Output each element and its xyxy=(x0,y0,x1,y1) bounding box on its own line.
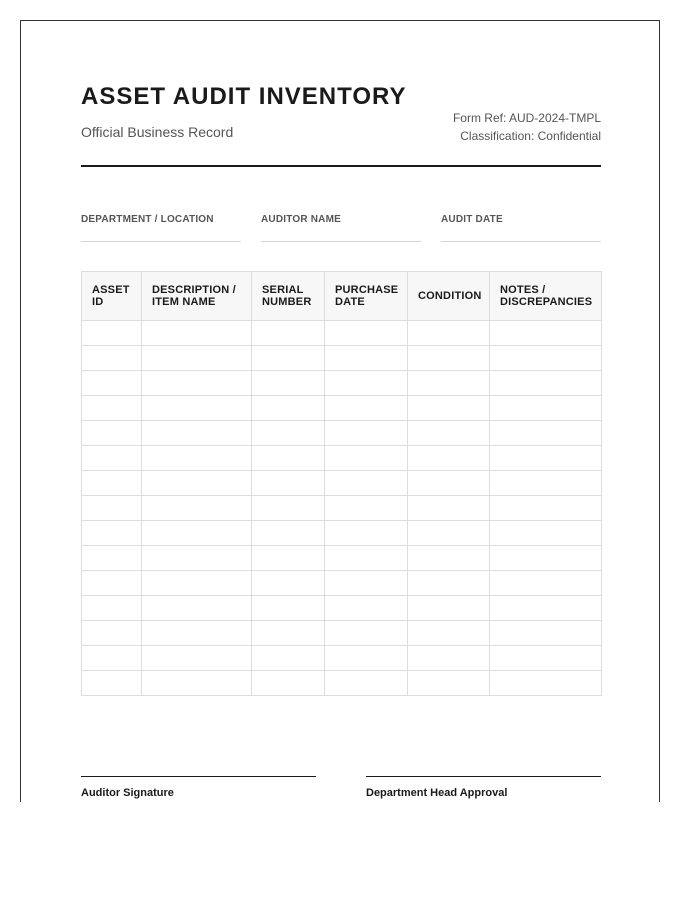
table-cell[interactable] xyxy=(325,446,408,471)
column-header-purchase-date: PURCHASE DATE xyxy=(325,272,408,321)
table-cell[interactable] xyxy=(325,371,408,396)
table-row xyxy=(82,396,602,421)
department-head-approval-block xyxy=(366,776,601,799)
document-subtitle: Official Business Record xyxy=(81,124,234,140)
table-cell[interactable] xyxy=(325,471,408,496)
asset-audit-table xyxy=(81,271,602,696)
table-cell[interactable] xyxy=(325,571,408,596)
table-cell[interactable] xyxy=(142,646,252,671)
table-row xyxy=(82,496,602,521)
column-header-serial-number: SERIAL NUMBER xyxy=(252,272,325,321)
audit-info-fields xyxy=(81,214,601,242)
table-cell[interactable] xyxy=(325,596,408,621)
table-cell[interactable] xyxy=(408,371,490,396)
column-header-asset-id: ASSET ID xyxy=(82,272,142,321)
table-cell[interactable] xyxy=(490,621,602,646)
table-cell[interactable] xyxy=(490,571,602,596)
document-page xyxy=(20,20,660,802)
table-cell[interactable] xyxy=(490,471,602,496)
table-cell[interactable] xyxy=(325,396,408,421)
document-header xyxy=(81,83,601,167)
table-cell[interactable] xyxy=(82,321,142,346)
table-cell[interactable] xyxy=(325,546,408,571)
table-cell[interactable] xyxy=(82,521,142,546)
table-cell[interactable] xyxy=(325,621,408,646)
table-cell[interactable] xyxy=(252,396,325,421)
table-cell[interactable] xyxy=(408,546,490,571)
table-row xyxy=(82,671,602,696)
table-cell[interactable] xyxy=(82,671,142,696)
table-cell[interactable] xyxy=(142,371,252,396)
table-cell[interactable] xyxy=(325,421,408,446)
auditor-name-label: AUDITOR NAME xyxy=(261,214,341,225)
table-cell[interactable] xyxy=(490,396,602,421)
table-cell[interactable] xyxy=(142,521,252,546)
table-cell[interactable] xyxy=(490,546,602,571)
classification: Classification: Confidential xyxy=(460,129,601,143)
table-cell[interactable] xyxy=(408,571,490,596)
table-cell[interactable] xyxy=(82,571,142,596)
table-cell[interactable] xyxy=(252,496,325,521)
table-cell[interactable] xyxy=(490,521,602,546)
audit-date-label: AUDIT DATE xyxy=(441,214,503,225)
column-header-notes: NOTES / DISCREPANCIES xyxy=(490,272,602,321)
table-cell[interactable] xyxy=(252,346,325,371)
table-cell[interactable] xyxy=(252,371,325,396)
table-cell[interactable] xyxy=(325,346,408,371)
table-body xyxy=(82,321,602,696)
table-cell[interactable] xyxy=(408,521,490,546)
document-title: ASSET AUDIT INVENTORY xyxy=(81,83,407,110)
table-cell[interactable] xyxy=(142,346,252,371)
table-cell[interactable] xyxy=(142,496,252,521)
table-cell[interactable] xyxy=(142,471,252,496)
table-cell[interactable] xyxy=(490,596,602,621)
table-row xyxy=(82,621,602,646)
form-meta xyxy=(453,109,601,145)
table-cell[interactable] xyxy=(252,571,325,596)
table-cell[interactable] xyxy=(142,671,252,696)
table-cell[interactable] xyxy=(408,446,490,471)
table-cell[interactable] xyxy=(252,621,325,646)
department-location-field[interactable] xyxy=(81,214,241,242)
table-row xyxy=(82,646,602,671)
table-row xyxy=(82,346,602,371)
table-cell[interactable] xyxy=(408,496,490,521)
table-cell[interactable] xyxy=(142,396,252,421)
table-cell[interactable] xyxy=(408,621,490,646)
table-cell[interactable] xyxy=(490,446,602,471)
table-cell[interactable] xyxy=(82,396,142,421)
table-cell[interactable] xyxy=(490,421,602,446)
column-header-description: DESCRIPTION / ITEM NAME xyxy=(142,272,252,321)
table-cell[interactable] xyxy=(142,596,252,621)
table-cell[interactable] xyxy=(408,671,490,696)
table-row xyxy=(82,446,602,471)
table-cell[interactable] xyxy=(142,421,252,446)
table-cell[interactable] xyxy=(82,596,142,621)
column-header-condition: CONDITION xyxy=(408,272,490,321)
table-row xyxy=(82,321,602,346)
table-row xyxy=(82,521,602,546)
table-cell[interactable] xyxy=(82,471,142,496)
table-cell[interactable] xyxy=(252,646,325,671)
table-cell[interactable] xyxy=(490,321,602,346)
table-cell[interactable] xyxy=(142,446,252,471)
table-cell[interactable] xyxy=(142,621,252,646)
table-cell[interactable] xyxy=(408,346,490,371)
table-cell[interactable] xyxy=(82,546,142,571)
table-cell[interactable] xyxy=(325,496,408,521)
table-cell[interactable] xyxy=(142,571,252,596)
table-row xyxy=(82,596,602,621)
table-cell[interactable] xyxy=(82,346,142,371)
table-row xyxy=(82,421,602,446)
auditor-name-field[interactable] xyxy=(261,214,421,242)
auditor-signature-label: Auditor Signature xyxy=(81,787,174,799)
table-cell[interactable] xyxy=(82,496,142,521)
table-cell[interactable] xyxy=(82,446,142,471)
table-cell[interactable] xyxy=(142,321,252,346)
table-cell[interactable] xyxy=(325,521,408,546)
table-cell[interactable] xyxy=(490,346,602,371)
table-cell[interactable] xyxy=(490,371,602,396)
table-cell[interactable] xyxy=(490,671,602,696)
department-location-label: DEPARTMENT / LOCATION xyxy=(81,214,214,225)
table-cell[interactable] xyxy=(142,546,252,571)
table-cell[interactable] xyxy=(408,321,490,346)
auditor-signature-block xyxy=(81,776,316,799)
table-cell[interactable] xyxy=(252,546,325,571)
table-cell[interactable] xyxy=(82,421,142,446)
table-row xyxy=(82,371,602,396)
table-cell[interactable] xyxy=(490,646,602,671)
department-head-approval-label: Department Head Approval xyxy=(366,787,508,799)
table-cell[interactable] xyxy=(490,496,602,521)
table-cell[interactable] xyxy=(325,646,408,671)
table-cell[interactable] xyxy=(82,371,142,396)
table-cell[interactable] xyxy=(408,421,490,446)
table-cell[interactable] xyxy=(325,671,408,696)
table-cell[interactable] xyxy=(252,596,325,621)
table-cell[interactable] xyxy=(82,621,142,646)
table-cell[interactable] xyxy=(252,446,325,471)
table-cell[interactable] xyxy=(82,646,142,671)
table-cell[interactable] xyxy=(325,321,408,346)
table-cell[interactable] xyxy=(408,646,490,671)
table-cell[interactable] xyxy=(252,671,325,696)
table-cell[interactable] xyxy=(408,396,490,421)
table-header-row xyxy=(82,272,602,321)
audit-date-field[interactable] xyxy=(441,214,601,242)
table-cell[interactable] xyxy=(252,421,325,446)
table-cell[interactable] xyxy=(252,321,325,346)
form-ref: Form Ref: AUD-2024-TMPL xyxy=(452,111,601,125)
table-cell[interactable] xyxy=(408,471,490,496)
table-row xyxy=(82,546,602,571)
table-cell[interactable] xyxy=(408,596,490,621)
table-row xyxy=(82,471,602,496)
table-cell[interactable] xyxy=(252,521,325,546)
table-cell[interactable] xyxy=(252,471,325,496)
table-row xyxy=(82,571,602,596)
